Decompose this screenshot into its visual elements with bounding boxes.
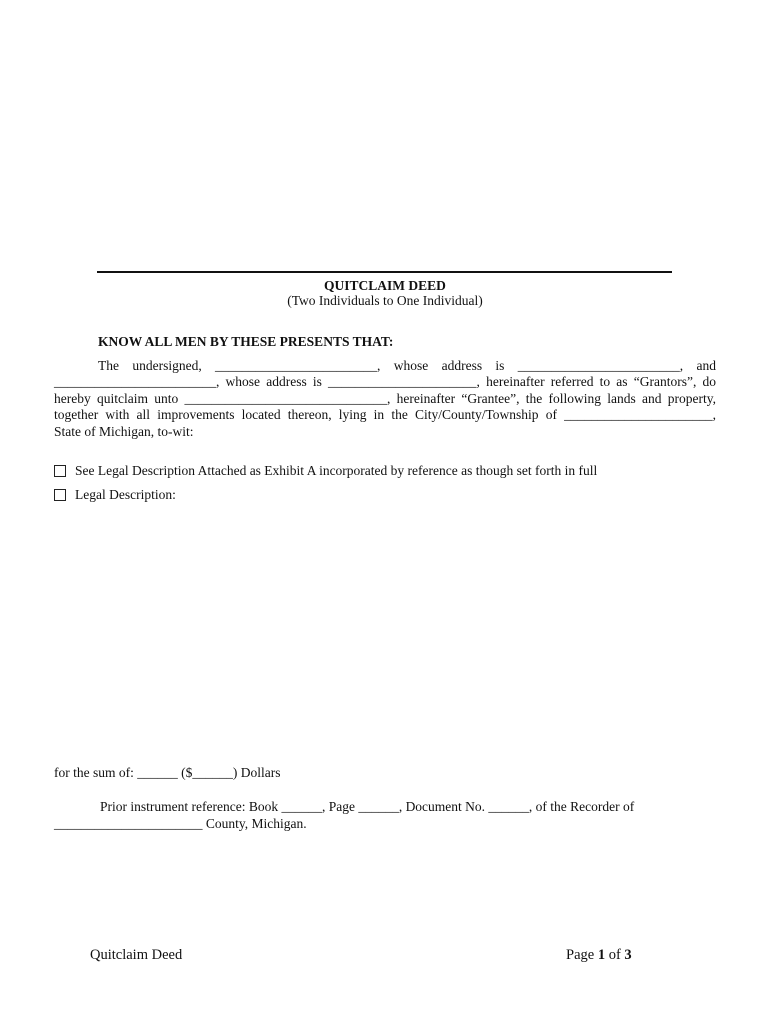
paragraph-line-3: hereby quitclaim unto ______________________________, hereinafter “Grantee”, the following lands and property, bbox=[54, 390, 716, 406]
top-rule bbox=[97, 271, 672, 273]
prior-reference-line-2: ______________________ County, Michigan. bbox=[54, 816, 307, 831]
page-of: of bbox=[608, 947, 621, 963]
page-current: 1 bbox=[597, 947, 606, 963]
page-total: 3 bbox=[624, 947, 632, 963]
document-title: QUITCLAIM DEED bbox=[324, 278, 446, 293]
paragraph-line-4: together with all improvements located thereon, lying in the City/County/Township of ______________________, bbox=[54, 407, 716, 423]
paragraph-line-5: State of Michigan, to-wit: bbox=[54, 423, 194, 439]
consideration-line: for the sum of: ______ ($______) Dollars bbox=[54, 765, 281, 780]
legal-description-label: Legal Description: bbox=[75, 487, 176, 502]
prior-instrument-reference bbox=[54, 798, 716, 832]
page-word: Page bbox=[566, 947, 595, 963]
prior-reference-line-1: Prior instrument reference: Book ______, Page ______, Document No. ______, of the Recorder of bbox=[100, 799, 635, 814]
paragraph-line-2: ________________________, whose address is ______________________, hereinafter referred to as “Grantors”, do bbox=[54, 374, 716, 390]
exhibit-checkbox[interactable] bbox=[54, 465, 66, 477]
opening-heading: KNOW ALL MEN BY THESE PRESENTS THAT: bbox=[98, 334, 394, 349]
exhibit-option[interactable] bbox=[54, 463, 597, 479]
exhibit-checkbox-label: See Legal Description Attached as Exhibit A incorporated by reference as though set forth in full bbox=[75, 463, 598, 478]
paragraph-line-1: The undersigned, ________________________, whose address is ________________________, and bbox=[98, 358, 716, 373]
document-subtitle: (Two Individuals to One Individual) bbox=[287, 293, 483, 308]
conveyance-paragraph bbox=[54, 358, 716, 440]
legal-description-checkbox[interactable] bbox=[54, 489, 66, 501]
legal-description-option[interactable] bbox=[54, 487, 176, 503]
footer-document-name: Quitclaim Deed bbox=[90, 947, 183, 963]
footer-page-number bbox=[566, 947, 632, 964]
